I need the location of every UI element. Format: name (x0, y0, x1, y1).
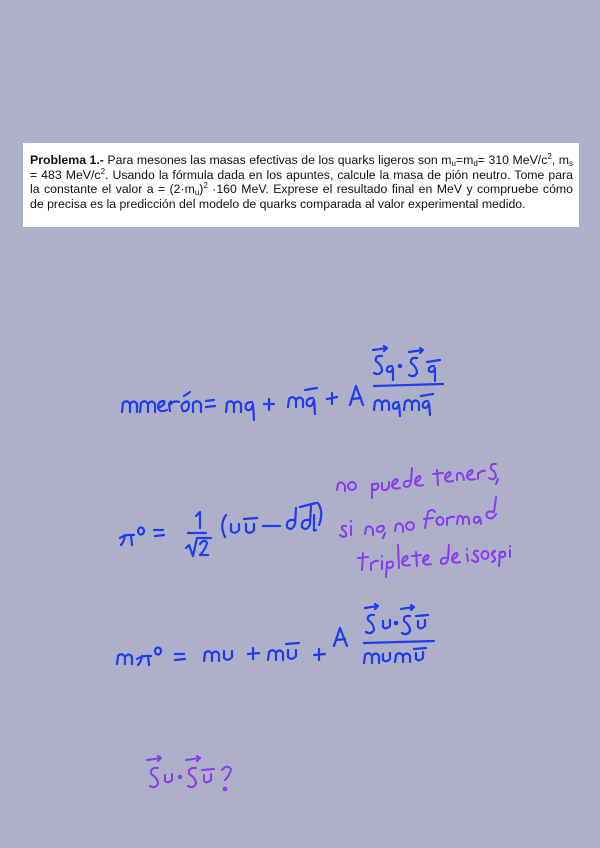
problem-text-3: = 310 MeV/c (477, 153, 548, 167)
sup-2b: 2 (100, 166, 106, 176)
hw-formula-meson (122, 346, 443, 420)
hw-formula-pion-mass (117, 604, 434, 665)
sub-s: s (569, 159, 573, 168)
problem-text-5: = 483 MeV/c (30, 167, 101, 182)
hw-formula-pion-state (120, 503, 321, 556)
hw-question (147, 756, 231, 790)
problem-text-1: Para mesones las masas efectivas de los quarks ligeros son m (103, 153, 452, 167)
problem-text-2: =m (455, 153, 474, 167)
sub-u2: u (194, 188, 200, 198)
problem-text-8: ·160 MeV. Exprese el resultado final en MeV y compruebe cómo de precisa es la predicción del modelo de quarks comparada al valor experimental medido. (30, 182, 573, 211)
sub-d: d (473, 159, 478, 168)
hw-note (337, 464, 510, 577)
problem-title: Problema 1.- (30, 153, 104, 167)
problem-text-7: ) (199, 182, 204, 197)
problem-text-4: , m (551, 153, 569, 167)
sub-u: u (451, 159, 456, 168)
sup-2c: 2 (203, 181, 208, 191)
sup-2a: 2 (547, 152, 552, 161)
problem-text-6: . Usando la fórmula dada en los apuntes, calcule la masa de pión neutro. Tome para la constante el valor a = (2·m (30, 167, 573, 197)
